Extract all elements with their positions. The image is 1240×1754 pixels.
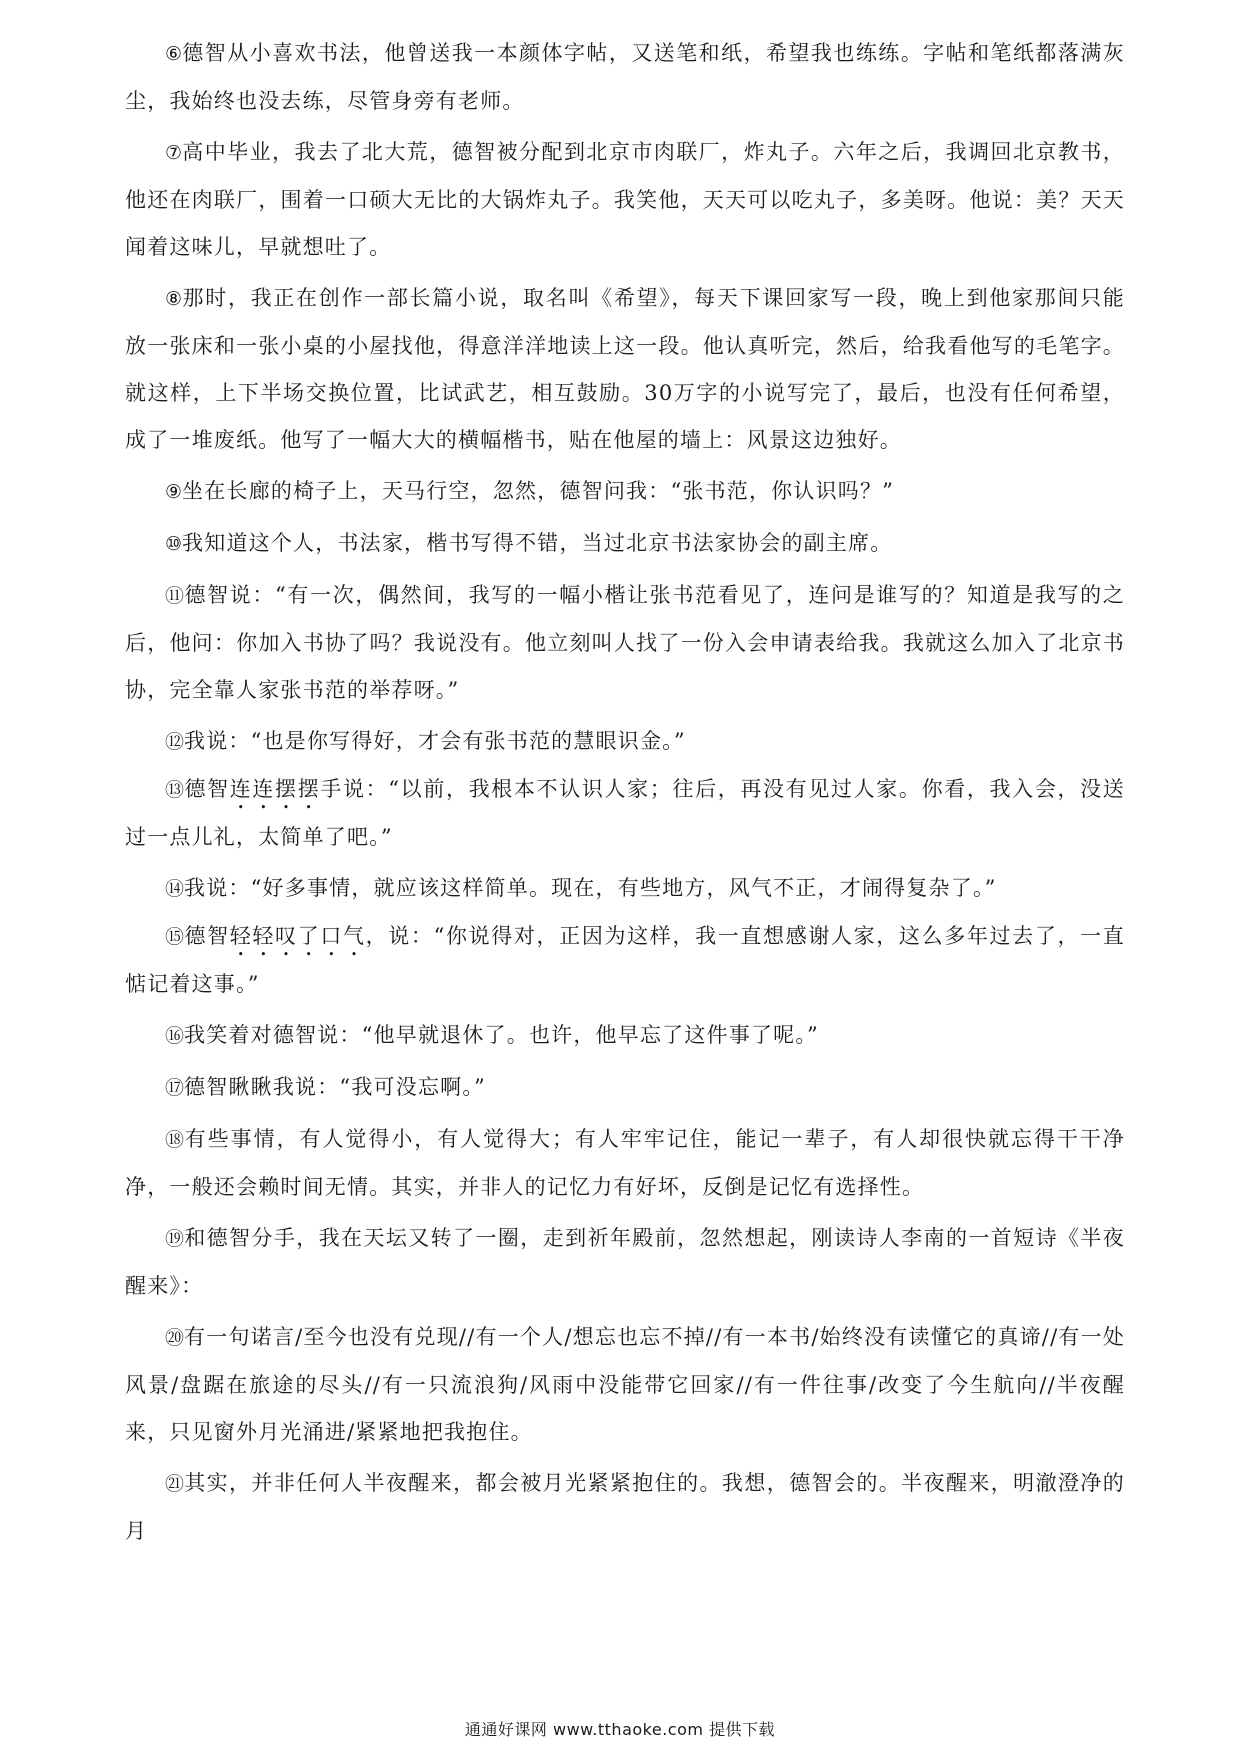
- paragraph-text: 有一句诺言/至今也没有兑现//有一个人/想忘也忘不掉//有一本书/始终没有读懂它的真谛//有一处风景/盘踞在旅途的尽头//有一只流浪狗/风雨中没能带它回家//有一件往事/改变了今生航向//半夜醒来，只见窗外月光涌进/紧紧地把我抱住。: [125, 1325, 1125, 1444]
- emphasized-text: 轻轻叹了口气: [229, 924, 366, 948]
- paragraph-text: 高中毕业，我去了北大荒，德智被分配到北京市肉联厂，炸丸子。六年之后，我调回北京教书，他还在肉联厂，围着一口硕大无比的大锅炸丸子。我笑他，天天可以吃丸子，多美呀。他说：美？天天闻着这味儿，早就想吐了。: [125, 140, 1125, 259]
- paragraph-10: [125, 520, 1125, 568]
- paragraph-number: ⑬: [165, 779, 185, 801]
- paragraph-text: 那时，我正在创作一部长篇小说，取名叫《希望》，每天下课回家写一段，晚上到他家那间只能放一张床和一张小桌的小屋找他，得意洋洋地读上这一段。他认真听完，然后，给我看他写的毛笔字。就这样，上下半场交换位置，比试武艺，相互鼓励。30万字的小说写完了，最后，也没有任何希望，成了一堆废纸。他写了一幅大大的横幅楷书，贴在他屋的墙上：风景这边独好。: [125, 286, 1125, 452]
- paragraph-text-pre: 德智: [184, 924, 230, 948]
- paragraph-text: 有些事情，有人觉得小，有人觉得大；有人牢牢记住，能记一辈子，有人却很快就忘得干干净净，一般还会赖时间无情。其实，并非人的记忆力有好坏，反倒是记忆有选择性。: [125, 1127, 1125, 1199]
- paragraph-9: [125, 468, 1125, 516]
- paragraph-text: 我说：“也是你写得好，才会有张书范的慧眼识金。”: [184, 729, 686, 753]
- paragraph-number: ⑩: [165, 533, 183, 555]
- paragraph-number: ⑲: [165, 1228, 185, 1250]
- paragraph-number: ㉑: [165, 1473, 185, 1495]
- paragraph-7: [125, 129, 1125, 271]
- paragraph-text-post: ，说：“你说得对，正因为这样，我一直想感谢人家，这么多年过去了，一直惦记着这事。”: [125, 924, 1125, 996]
- paragraph-number: ⑨: [165, 481, 183, 503]
- paragraph-8: [125, 275, 1125, 464]
- paragraph-number: ⑰: [165, 1077, 185, 1099]
- paragraph-13: [125, 766, 1125, 861]
- paragraph-text: 德智瞅瞅我说：“我可没忘啊。”: [184, 1075, 486, 1099]
- paragraph-16: [125, 1012, 1125, 1060]
- paragraph-19: [125, 1215, 1125, 1310]
- paragraph-number: ⑥: [165, 43, 183, 65]
- paragraph-number: ⑫: [165, 731, 185, 753]
- paragraph-text: 我笑着对德智说：“他早就退休了。也许，他早忘了这件事了呢。”: [184, 1023, 819, 1047]
- paragraph-17: [125, 1064, 1125, 1112]
- paragraph-text-pre: 德智: [184, 777, 230, 801]
- paragraph-20-poem: [125, 1314, 1125, 1456]
- paragraph-number: ⑯: [165, 1025, 185, 1047]
- paragraph-text: 其实，并非任何人半夜醒来，都会被月光紧紧抱住的。我想，德智会的。半夜醒来，明澈澄净的月: [125, 1471, 1125, 1543]
- paragraph-11: [125, 572, 1125, 714]
- paragraph-15: [125, 913, 1125, 1008]
- paragraph-text: 德智从小喜欢书法，他曾送我一本颜体字帖，又送笔和纸，希望我也练练。字帖和笔纸都落满灰尘，我始终也没去练，尽管身旁有老师。: [125, 41, 1125, 113]
- paragraph-number: ⑱: [165, 1129, 185, 1151]
- paragraph-21: [125, 1460, 1125, 1555]
- paragraph-18: [125, 1116, 1125, 1211]
- paragraph-number: ⑳: [165, 1327, 185, 1349]
- paragraph-text: 我知道这个人，书法家，楷书写得不错，当过北京书法家协会的副主席。: [182, 531, 893, 555]
- paragraph-text-post: 手说：“以前，我根本不认识人家；往后，再没有见过人家。你看，我入会，没送过一点儿礼，太简单了吧。”: [125, 777, 1125, 849]
- paragraph-6: [125, 30, 1125, 125]
- paragraph-text: 我说：“好多事情，就应该这样简单。现在，有些地方，风气不正，才闹得复杂了。”: [184, 876, 997, 900]
- document-body: [125, 30, 1125, 1559]
- paragraph-text: 和德智分手，我在天坛又转了一圈，走到祈年殿前，忽然想起，刚读诗人李南的一首短诗《半夜醒来》：: [125, 1226, 1125, 1298]
- paragraph-text: 德智说：“有一次，偶然间，我写的一幅小楷让张书范看见了，连问是谁写的？知道是我写的之后，他问：你加入书协了吗？我说没有。他立刻叫人找了一份入会申请表给我。我就这么加入了北京书协，完全靠人家张书范的举荐呀。”: [125, 583, 1125, 702]
- paragraph-number: ⑭: [165, 878, 185, 900]
- paragraph-number: ⑧: [165, 288, 183, 310]
- emphasized-text: 连连摆摆: [229, 777, 321, 801]
- paragraph-14: [125, 865, 1125, 913]
- paragraph-number: ⑮: [165, 926, 185, 948]
- paragraph-12: [125, 718, 1125, 766]
- page-footer: 通通好课网 www.tthaoke.com 提供下载: [464, 1720, 776, 1739]
- paragraph-number: ⑪: [165, 585, 185, 607]
- paragraph-number: ⑦: [165, 142, 183, 164]
- paragraph-text: 坐在长廊的椅子上，天马行空，忽然，德智问我：“张书范，你认识吗？”: [182, 479, 895, 503]
